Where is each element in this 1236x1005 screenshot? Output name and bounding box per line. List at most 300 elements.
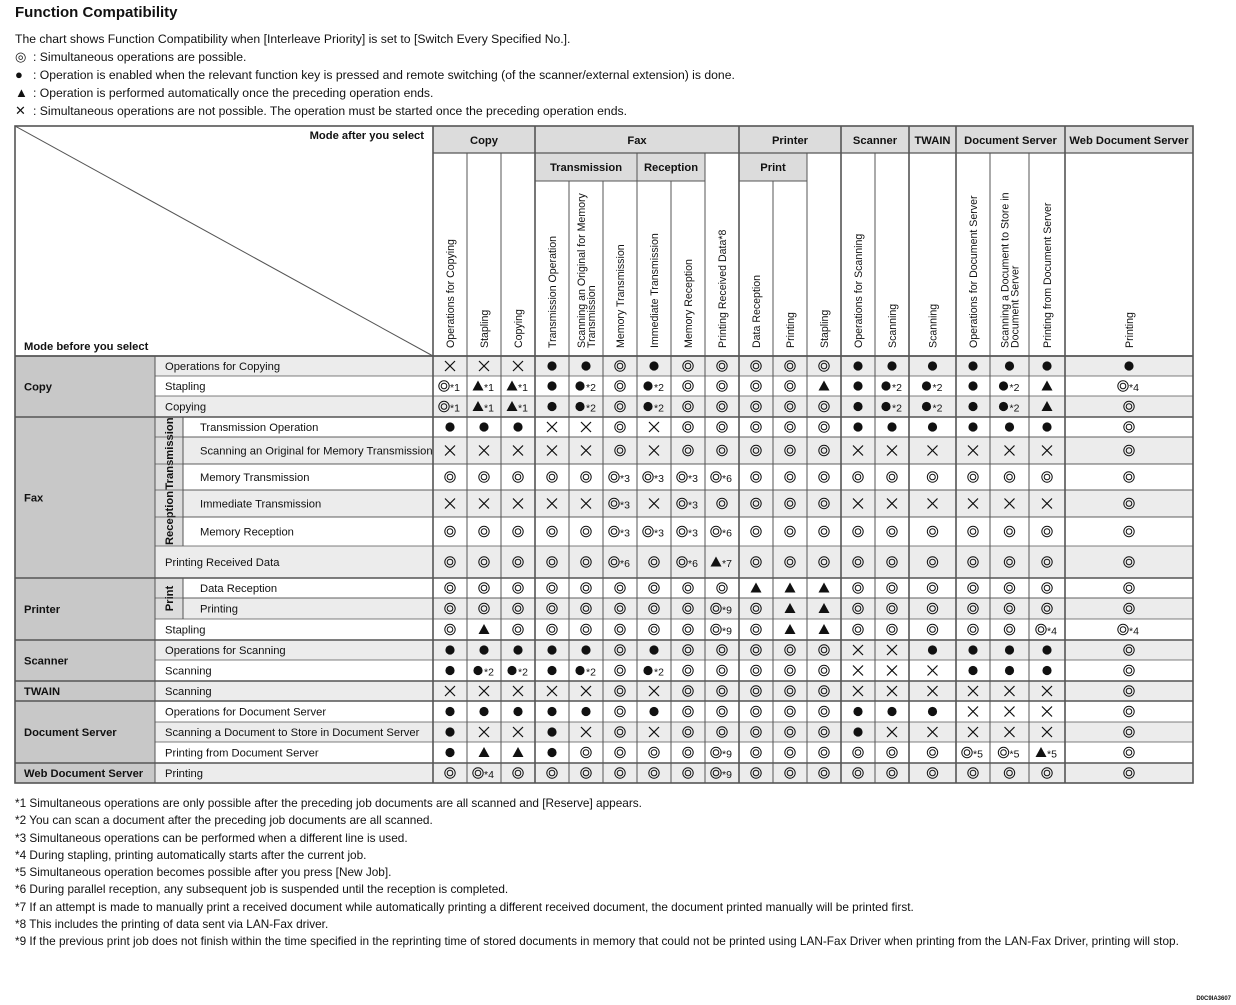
- column-header: Document Server: [1009, 265, 1022, 348]
- triangle-icon: [1042, 381, 1053, 391]
- footnote-ref: *4: [1129, 382, 1139, 394]
- legend-text: : Simultaneous operations are possible.: [33, 50, 247, 64]
- double-circle-icon: [855, 585, 861, 591]
- footnote-ref: *2: [1009, 402, 1020, 415]
- double-circle-icon: [821, 529, 827, 535]
- row-label: Operations for Scanning: [165, 645, 286, 657]
- double-circle-icon: [1038, 627, 1044, 633]
- footnote: *3 Simultaneous operations can be performed when a different line is used.: [15, 830, 408, 845]
- double-circle-icon: [968, 526, 978, 536]
- double-circle-icon: [713, 750, 719, 756]
- footnote-ref: *2: [518, 666, 528, 679]
- double-circle-icon: [617, 585, 623, 591]
- double-circle-icon: [717, 583, 727, 593]
- double-circle-icon: [930, 529, 936, 535]
- document-id: D0C9IA3607: [1196, 996, 1231, 1002]
- row-label: Printing: [165, 768, 203, 780]
- double-circle-icon: [821, 474, 827, 480]
- column-header: Transmission: [586, 285, 598, 348]
- footnote-ref: *3: [654, 527, 664, 540]
- row-label: Copying: [165, 401, 207, 414]
- double-circle-icon: [651, 750, 657, 756]
- double-circle-icon: [549, 529, 555, 535]
- double-circle-icon: [549, 474, 555, 480]
- filled-circle-icon: [649, 707, 658, 716]
- double-circle-icon: [479, 583, 489, 593]
- double-circle-icon: [683, 706, 693, 716]
- footnote-ref: *2: [1009, 382, 1020, 394]
- footnotes: [15, 795, 1205, 951]
- double-circle-icon: [683, 747, 693, 757]
- filled-circle-icon: [479, 645, 488, 654]
- filled-circle-icon: [575, 666, 584, 675]
- double-circle-icon: [968, 472, 978, 482]
- footnote-ref: *1: [484, 382, 494, 394]
- triangle-icon: [507, 381, 518, 391]
- footnote-ref: *1: [484, 402, 494, 415]
- double-circle-icon: [821, 668, 827, 674]
- double-circle-icon: [617, 750, 623, 756]
- double-circle-icon: [819, 422, 829, 432]
- double-circle-icon: [887, 624, 897, 634]
- footnote-ref: *2: [892, 382, 902, 394]
- double-circle-icon: [927, 583, 937, 593]
- column-header: Scanning: [927, 303, 940, 348]
- footnote: *1 Simultaneous operations are only possible after the preceding job documents are all scanned and [Reserve] appears.: [15, 796, 642, 810]
- triangle-icon: ▲: [15, 85, 28, 100]
- double-circle-icon: [753, 529, 759, 535]
- double-circle-icon: [1126, 668, 1132, 674]
- triangle-icon: [785, 624, 796, 634]
- double-circle-icon: [685, 627, 691, 633]
- cross-icon: ✕: [15, 103, 26, 118]
- double-circle-icon: [970, 529, 976, 535]
- double-circle-icon: [1042, 583, 1052, 593]
- double-circle-icon: [711, 526, 721, 536]
- double-circle-icon: [1036, 624, 1046, 634]
- double-circle-icon: [753, 424, 759, 430]
- double-circle-icon: [785, 526, 795, 536]
- double-circle-icon: [549, 627, 555, 633]
- intro-text: The chart shows Function Compatibility when [Interleave Priority] is set to [Switch Every Specified No.].: [15, 32, 571, 46]
- footnote-ref: *4: [1047, 625, 1057, 638]
- filled-circle-icon: [575, 402, 584, 411]
- double-circle-icon: [1124, 422, 1134, 432]
- double-circle-icon: [968, 583, 978, 593]
- double-circle-icon: [481, 474, 487, 480]
- filled-circle-icon: [853, 422, 862, 431]
- double-circle-icon: [547, 624, 557, 634]
- double-circle-icon: [711, 624, 721, 634]
- row-stripe: [155, 598, 1193, 619]
- double-circle-icon: [970, 585, 976, 591]
- triangle-icon: [819, 624, 830, 634]
- double-circle-icon: [785, 472, 795, 482]
- footnote-ref: *1: [450, 382, 460, 394]
- double-circle-icon: [785, 381, 795, 391]
- row-label: Memory Reception: [200, 526, 294, 539]
- double-circle-icon: [645, 529, 651, 535]
- triangle-icon: [751, 583, 762, 593]
- footnote-ref: *2: [586, 666, 596, 679]
- double-circle-icon: [787, 474, 793, 480]
- row-stripe: [155, 763, 1193, 783]
- double-circle-icon: [930, 627, 936, 633]
- row-group-scanner: Scanner: [24, 655, 69, 668]
- double-circle-icon: [445, 583, 455, 593]
- double-circle-icon: [1124, 747, 1134, 757]
- filled-circle-icon: [968, 422, 977, 431]
- double-circle-icon: [887, 583, 897, 593]
- row-group-copy: Copy: [24, 381, 52, 394]
- double-circle-icon: [617, 383, 623, 389]
- double-circle-icon: [819, 747, 829, 757]
- double-circle-icon: [581, 624, 591, 634]
- filled-circle-icon: [649, 361, 658, 370]
- double-circle-icon: [1120, 383, 1126, 389]
- filled-circle-icon: [643, 402, 652, 411]
- double-circle-icon: [713, 529, 719, 535]
- column-header: Stapling: [479, 309, 491, 348]
- triangle-icon: [785, 583, 796, 593]
- filled-circle-icon: [649, 645, 658, 654]
- triangle-icon: [513, 747, 524, 757]
- filled-circle-icon: ●: [15, 67, 23, 82]
- row-label: Scanning a Document to Store in Document Server: [165, 727, 420, 739]
- filled-circle-icon: [999, 381, 1008, 390]
- double-circle-icon: [547, 583, 557, 593]
- double-circle-icon: [677, 526, 687, 536]
- row-label: Operations for Copying: [165, 361, 281, 373]
- double-circle-icon: [855, 529, 861, 535]
- filled-circle-icon: [643, 381, 652, 390]
- row-label: Transmission Operation: [200, 422, 319, 434]
- double-circle-icon: [1118, 381, 1128, 391]
- legend-text: : Operation is enabled when the relevant function key is pressed and remote switching (of the scanner/external extension) is done.: [33, 68, 735, 82]
- filled-circle-icon: [1042, 645, 1051, 654]
- double-circle-icon: [968, 624, 978, 634]
- double-circle-icon: [581, 526, 591, 536]
- column-header: Operations for Copying: [445, 239, 457, 348]
- double-circle-icon: [583, 585, 589, 591]
- double-circle-icon: [683, 422, 693, 432]
- row-group-document-server: Document Server: [24, 727, 117, 739]
- double-circle-icon: [853, 583, 863, 593]
- double-circle-icon: [581, 472, 591, 482]
- footnote-ref: *2: [932, 382, 943, 394]
- double-circle-icon: [1126, 424, 1132, 430]
- footnote-ref: *3: [654, 473, 664, 485]
- filled-circle-icon: [928, 361, 937, 370]
- filled-circle-icon: [968, 645, 977, 654]
- column-subgroup-reception: Reception: [643, 162, 699, 174]
- double-circle-icon: [855, 750, 861, 756]
- double-circle-icon: [1120, 627, 1126, 633]
- triangle-icon: [819, 381, 830, 391]
- double-circle-icon: [719, 383, 725, 389]
- footnote-ref: *3: [620, 527, 630, 540]
- filled-circle-icon: [1042, 361, 1051, 370]
- double-circle-icon: [1007, 529, 1013, 535]
- column-header: Data Reception: [751, 274, 763, 348]
- double-circle-icon: [785, 422, 795, 432]
- double-circle-icon: [445, 624, 455, 634]
- double-circle-icon: [719, 668, 725, 674]
- double-circle-icon: [713, 627, 719, 633]
- filled-circle-icon: [968, 361, 977, 370]
- filled-circle-icon: [1005, 361, 1014, 370]
- double-circle-icon: [547, 526, 557, 536]
- row-group-bg: [15, 356, 155, 783]
- double-circle-icon: [683, 665, 693, 675]
- column-group-web-document-server: Web Document Server: [1069, 135, 1189, 147]
- double-circle-icon: [711, 747, 721, 757]
- double-circle-icon: [719, 424, 725, 430]
- double-circle-icon: [751, 706, 761, 716]
- double-circle-icon: [1007, 627, 1013, 633]
- filled-circle-icon: [853, 727, 862, 736]
- double-circle-icon: [513, 624, 523, 634]
- double-circle-icon: [821, 709, 827, 715]
- double-circle-icon: [515, 627, 521, 633]
- double-circle-icon: [787, 750, 793, 756]
- double-circle-icon: [819, 665, 829, 675]
- filled-circle-icon: [887, 422, 896, 431]
- double-circle-icon: [1042, 526, 1052, 536]
- footnote-ref: *4: [484, 769, 494, 781]
- double-circle-icon: [685, 585, 691, 591]
- double-circle-icon: ◎: [15, 49, 27, 64]
- double-circle-icon: [970, 474, 976, 480]
- column-header: Operations for Document Server: [968, 195, 980, 348]
- double-circle-icon: [787, 709, 793, 715]
- double-circle-icon: [513, 583, 523, 593]
- double-circle-icon: [677, 472, 687, 482]
- column-header: Copying: [513, 309, 525, 348]
- double-circle-icon: [853, 624, 863, 634]
- double-circle-icon: [819, 526, 829, 536]
- double-circle-icon: [679, 474, 685, 480]
- double-circle-icon: [717, 422, 727, 432]
- double-circle-icon: [1118, 624, 1128, 634]
- double-circle-icon: [583, 750, 589, 756]
- row-label: Printing from Document Server: [165, 747, 319, 760]
- double-circle-icon: [583, 529, 589, 535]
- double-circle-icon: [1044, 474, 1050, 480]
- footnote: *5 Simultaneous operation becomes possible after you press [New Job].: [15, 865, 392, 880]
- filled-circle-icon: [1042, 666, 1051, 675]
- double-circle-icon: [651, 585, 657, 591]
- filled-circle-icon: [1005, 645, 1014, 654]
- row-label: Scanning an Original for Memory Transmission: [200, 445, 433, 458]
- double-circle-icon: [887, 747, 897, 757]
- double-circle-icon: [787, 529, 793, 535]
- double-circle-icon: [581, 747, 591, 757]
- double-circle-icon: [998, 747, 1008, 757]
- double-circle-icon: [853, 526, 863, 536]
- double-circle-icon: [615, 665, 625, 675]
- filled-circle-icon: [575, 381, 584, 390]
- filled-circle-icon: [581, 361, 590, 370]
- double-circle-icon: [930, 750, 936, 756]
- double-circle-icon: [787, 668, 793, 674]
- double-circle-icon: [515, 529, 521, 535]
- double-circle-icon: [479, 472, 489, 482]
- filled-circle-icon: [513, 645, 522, 654]
- double-circle-icon: [445, 472, 455, 482]
- double-circle-icon: [753, 383, 759, 389]
- double-circle-icon: [685, 383, 691, 389]
- filled-circle-icon: [445, 707, 454, 716]
- column-header: Scanning a Document to Store in: [999, 192, 1012, 348]
- double-circle-icon: [927, 624, 937, 634]
- double-circle-icon: [643, 472, 653, 482]
- double-circle-icon: [515, 585, 521, 591]
- filled-circle-icon: [1124, 361, 1133, 370]
- column-header: Scanning an Original for Memory: [576, 193, 588, 348]
- double-circle-icon: [962, 747, 972, 757]
- footnote: *9 If the previous print job does not finish within the time specified in the reprinting time of stored documents in memory that could not be printed using LAN-Fax Driver when printing from the LAN-Fax Driver, printing will stop.: [15, 934, 1179, 949]
- double-circle-icon: [1001, 750, 1007, 756]
- double-circle-icon: [1126, 750, 1132, 756]
- footnote-ref: *6: [722, 527, 732, 540]
- double-circle-icon: [1126, 474, 1132, 480]
- filled-circle-icon: [881, 402, 890, 411]
- filled-circle-icon: [922, 381, 931, 390]
- filled-circle-icon: [853, 402, 862, 411]
- footnote-ref: *6: [722, 473, 732, 485]
- footnote-ref: *6: [620, 558, 630, 570]
- row-subgroup-reception: Reception: [164, 490, 176, 546]
- filled-circle-icon: [513, 707, 522, 716]
- filled-circle-icon: [547, 361, 556, 370]
- filled-circle-icon: [643, 666, 652, 675]
- double-circle-icon: [611, 474, 617, 480]
- double-circle-icon: [447, 627, 453, 633]
- double-circle-icon: [581, 583, 591, 593]
- footnote-ref: *9: [722, 625, 732, 638]
- triangle-icon: [479, 624, 490, 634]
- double-circle-icon: [889, 750, 895, 756]
- double-circle-icon: [583, 627, 589, 633]
- double-circle-icon: [617, 668, 623, 674]
- row-label: Scanning: [165, 686, 212, 698]
- double-circle-icon: [717, 665, 727, 675]
- double-circle-icon: [927, 747, 937, 757]
- triangle-icon: [819, 583, 830, 593]
- footnote-ref: *9: [722, 604, 732, 617]
- double-circle-icon: [479, 526, 489, 536]
- footnote-ref: *9: [722, 748, 732, 761]
- filled-circle-icon: [1005, 666, 1014, 675]
- double-circle-icon: [751, 381, 761, 391]
- double-circle-icon: [513, 472, 523, 482]
- column-header: Printing Received Data*8: [717, 229, 729, 348]
- double-circle-icon: [853, 472, 863, 482]
- double-circle-icon: [751, 747, 761, 757]
- row-stripe: [155, 640, 1193, 660]
- double-circle-icon: [651, 627, 657, 633]
- double-circle-icon: [609, 472, 619, 482]
- column-header: Immediate Transmission: [649, 233, 661, 348]
- row-label: Stapling: [165, 381, 206, 393]
- triangle-icon: [473, 381, 484, 391]
- footnote-ref: *2: [586, 382, 596, 394]
- double-circle-icon: [1124, 472, 1134, 482]
- column-header: Memory Reception: [683, 259, 695, 348]
- row-stripe: [155, 546, 1193, 578]
- double-circle-icon: [679, 529, 685, 535]
- filled-circle-icon: [581, 707, 590, 716]
- double-circle-icon: [439, 381, 449, 391]
- footnote-ref: *5: [973, 748, 983, 761]
- row-label: Memory Transmission: [200, 472, 310, 484]
- double-circle-icon: [1126, 709, 1132, 715]
- double-circle-icon: [683, 381, 693, 391]
- triangle-icon: [1036, 747, 1047, 757]
- double-circle-icon: [751, 665, 761, 675]
- footnote-ref: *3: [688, 499, 698, 512]
- filled-circle-icon: [968, 402, 977, 411]
- row-label: Stapling: [165, 624, 206, 637]
- double-circle-icon: [821, 750, 827, 756]
- double-circle-icon: [1042, 472, 1052, 482]
- double-circle-icon: [1126, 585, 1132, 591]
- double-circle-icon: [821, 424, 827, 430]
- row-label: Immediate Transmission: [200, 498, 322, 511]
- filled-circle-icon: [999, 402, 1008, 411]
- double-circle-icon: [643, 526, 653, 536]
- double-circle-icon: [685, 750, 691, 756]
- filled-circle-icon: [853, 361, 862, 370]
- double-circle-icon: [930, 474, 936, 480]
- double-circle-icon: [753, 709, 759, 715]
- column-subgroup-transmission: Transmission: [549, 162, 623, 174]
- row-group-printer: Printer: [24, 604, 61, 616]
- double-circle-icon: [1004, 526, 1014, 536]
- double-circle-icon: [481, 585, 487, 591]
- row-label: Scanning: [165, 665, 212, 678]
- row-stripe: [155, 356, 1193, 376]
- double-circle-icon: [753, 627, 759, 633]
- filled-circle-icon: [547, 707, 556, 716]
- filled-circle-icon: [445, 748, 454, 757]
- footnote-ref: *3: [620, 473, 630, 485]
- column-header: Stapling: [819, 309, 831, 348]
- double-circle-icon: [927, 472, 937, 482]
- filled-circle-icon: [445, 666, 454, 675]
- footnote: *8 This includes the printing of data sent via LAN-Fax driver.: [15, 917, 329, 932]
- filled-circle-icon: [887, 707, 896, 716]
- double-circle-icon: [447, 529, 453, 535]
- double-circle-icon: [853, 747, 863, 757]
- legend-text: : Operation is performed automatically once the preceding operation ends.: [33, 86, 434, 100]
- row-group-web-document-server: Web Document Server: [24, 768, 144, 780]
- double-circle-icon: [855, 627, 861, 633]
- double-circle-icon: [617, 709, 623, 715]
- row-stripe: [155, 396, 1193, 417]
- double-circle-icon: [615, 747, 625, 757]
- double-circle-icon: [887, 472, 897, 482]
- double-circle-icon: [685, 709, 691, 715]
- filled-circle-icon: [928, 645, 937, 654]
- double-circle-icon: [751, 422, 761, 432]
- double-circle-icon: [927, 526, 937, 536]
- double-circle-icon: [785, 747, 795, 757]
- double-circle-icon: [1124, 583, 1134, 593]
- double-circle-icon: [1007, 474, 1013, 480]
- filled-circle-icon: [853, 707, 862, 716]
